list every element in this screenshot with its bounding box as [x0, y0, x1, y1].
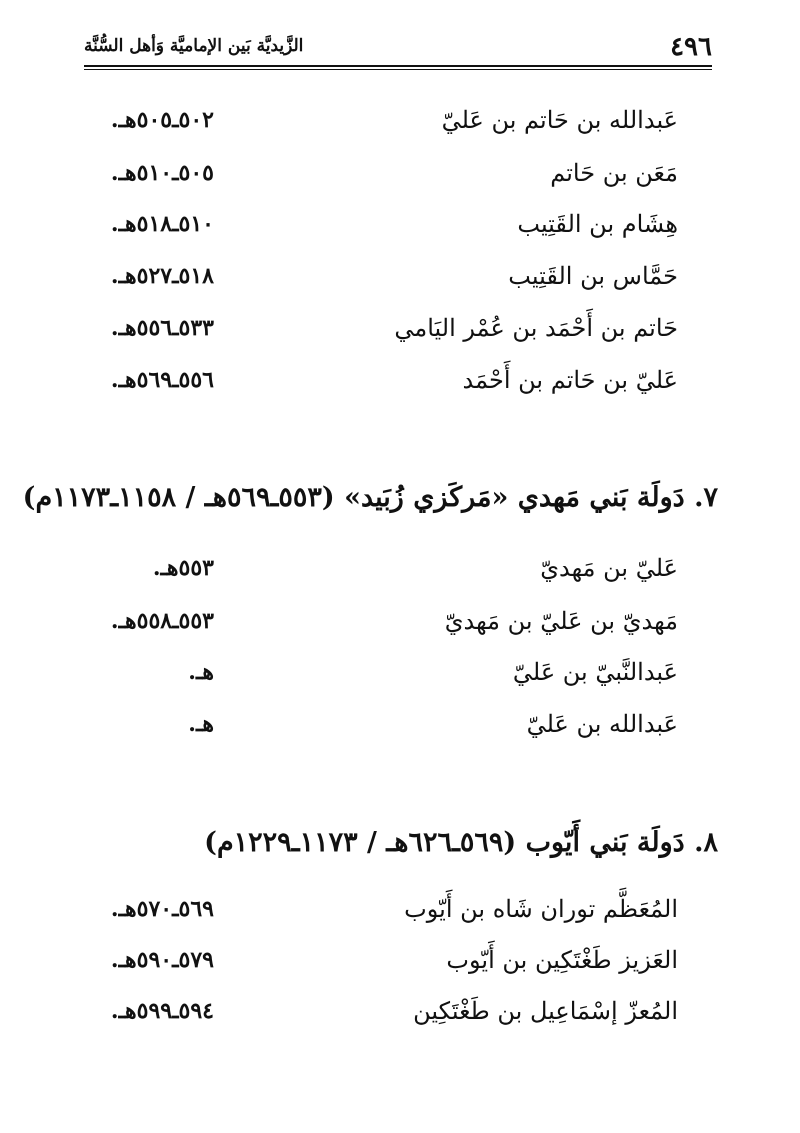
ruler-row	[84, 601, 678, 641]
ruler-row	[84, 652, 678, 692]
reign-dates: ٥١٨ـ٥٢٧هـ.	[110, 263, 214, 289]
reign-dates: ٥٠٥ـ٥١٠هـ.	[110, 160, 214, 186]
reign-dates: ٥٥٣ـ٥٥٨هـ.	[110, 608, 214, 634]
reign-dates: ٥٠٢ـ٥٠٥هـ.	[110, 107, 214, 133]
ruler-row	[84, 204, 678, 244]
ruler-name: عَبدالنَّبيّ بن عَليّ	[512, 658, 678, 686]
reign-dates: ٥٧٩ـ٥٩٠هـ.	[110, 947, 214, 973]
ruler-name: عَليّ بن حَاتم بن أَحْمَد	[462, 366, 678, 394]
header-rule	[84, 65, 712, 67]
ruler-name: المُعزّ إسْمَاعِيل بن طَغْتَكِين	[413, 997, 678, 1025]
ruler-name: عَليّ بن مَهديّ	[540, 554, 678, 582]
ruler-row	[84, 360, 678, 400]
reign-dates: ٥٥٣هـ.	[152, 555, 214, 581]
ruler-name: حَمَّاس بن القَتِيب	[508, 262, 678, 290]
ruler-name: العَزيز طَغْتَكِين بن أَيّوب	[446, 946, 678, 974]
ruler-row	[84, 100, 678, 140]
page-number: ٤٩٦	[670, 32, 712, 62]
ruler-name: عَبدالله بن حَاتم بن عَليّ	[441, 106, 678, 134]
ruler-name: مَهديّ بن عَليّ بن مَهديّ	[444, 607, 678, 635]
reign-dates: ٥١٠ـ٥١٨هـ.	[110, 211, 214, 237]
ruler-row	[84, 704, 678, 744]
page-header	[84, 30, 712, 72]
reign-dates: هـ.	[188, 711, 214, 737]
ruler-row	[84, 256, 678, 296]
header-rule-thin	[84, 69, 712, 70]
ruler-name: المُعَظَّم توران شَاه بن أَيّوب	[404, 895, 678, 923]
ruler-row	[84, 308, 678, 348]
reign-dates: ٥٩٤ـ٥٩٩هـ.	[110, 998, 214, 1024]
ruler-name: عَبدالله بن عَليّ	[526, 710, 678, 738]
section-heading-ayyub: ٨. دَولَة بَني أَيّوب (٥٦٩ـ٦٢٦هـ / ١١٧٣ـ١٢٢٩م)	[204, 827, 718, 858]
ruler-row	[84, 548, 678, 588]
reign-dates: ٥٥٦ـ٥٦٩هـ.	[110, 367, 214, 393]
ruler-name: حَاتم بن أَحْمَد بن عُمْر اليَامي	[394, 314, 678, 342]
ruler-row	[84, 889, 678, 929]
section-heading-mahdi: ٧. دَولَة بَني مَهدي «مَركَزي زُبَيد» (٥٥٣ـ٥٦٩هـ / ١١٥٨ـ١١٧٣م)	[22, 482, 718, 513]
ruler-row	[84, 153, 678, 193]
reign-dates: ٥٣٣ـ٥٥٦هـ.	[110, 315, 214, 341]
running-title: الزَّيديَّة بَين الإماميَّة وَأهل السُّنَّة	[84, 36, 304, 56]
ruler-row	[84, 991, 678, 1031]
ruler-name: مَعَن بن حَاتم	[550, 159, 678, 187]
reign-dates: ٥٦٩ـ٥٧٠هـ.	[110, 896, 214, 922]
reign-dates: هـ.	[188, 659, 214, 685]
ruler-row	[84, 940, 678, 980]
ruler-name: هِشَام بن القَتِيب	[517, 210, 678, 238]
